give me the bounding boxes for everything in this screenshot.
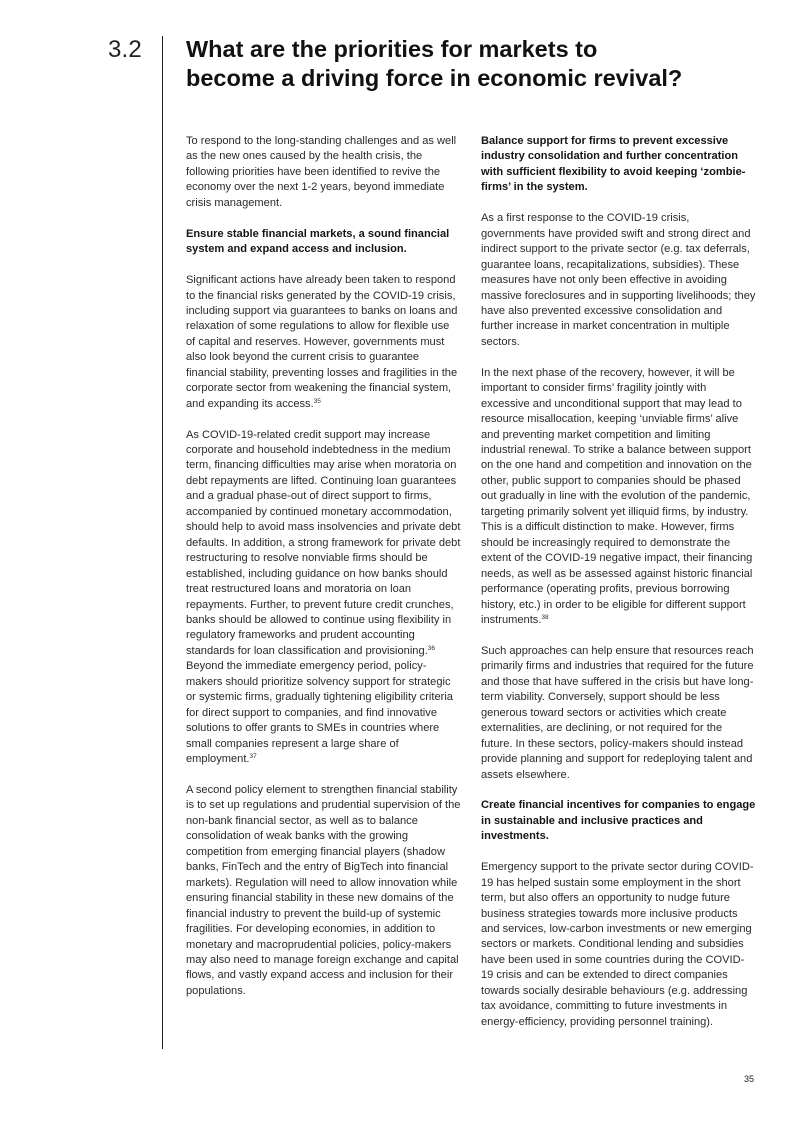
- page-title: [186, 35, 766, 93]
- footnote-ref: 38: [541, 614, 549, 622]
- intro-paragraph: To respond to the long-standing challenges and as well as the new ones caused by the health crisis, the following priorities have been identified to revive the economy over the next 1-2 years, beyond immediate crisis management.: [186, 135, 457, 209]
- subheading-financial-markets: Ensure stable financial markets, a sound financial system and expand access and inclusion.: [186, 227, 450, 256]
- page-title-line-2: become a driving force in economic revival?: [186, 65, 683, 91]
- page-title-line-1: What are the priorities for markets to: [186, 36, 598, 62]
- vertical-divider: [162, 36, 163, 1049]
- paragraph-text: Beyond the immediate emergency period, policy-makers should prioritize solvency support for strategic or systemic firms, gradually tightening eligibility criteria for direct support to companies, and find innovative solutions to offer grants to SMEs in countries where small companies represent a large share of employment.: [186, 660, 453, 766]
- left-column: [186, 134, 461, 1015]
- paragraph-emergency-support: Emergency support to the private sector during COVID-19 has helped sustain some employment in the short term, but also offers an opportunity to nudge future business strategies towards more inclusive products and services, low-carbon investments or new emerging sectors or markets. Conditional lending and subsidies have been used in some countries during the COVID-19 crisis and can be extended to direct companies towards socially desirable behaviours (e.g. addressing tax avoidance, committing to future investments in energy-efficiency, providing personnel training).: [481, 861, 754, 1028]
- paragraph-approaches: Such approaches can help ensure that resources reach primarily firms and industries that required for the future and those that have suffered in the crisis but have long-term viability. Conversely, support should be less generous toward sectors or activities which create externalities, are declining, or not required for the future. In these sectors, policy-makers should instead provide planning and support for redeploying talent and assets elsewhere.: [481, 644, 754, 781]
- subheading-balance-support: Balance support for firms to prevent excessive industry consolidation and further concentration with sufficient flexibility to avoid keeping ‘zombie-firms’ in the system.: [481, 135, 746, 194]
- right-column: [481, 134, 756, 1046]
- paragraph-credit-support: [186, 428, 461, 768]
- paragraph-text: In the next phase of the recovery, however, it will be important to consider firms’ fragility jointly with excessive and unconditional support that may lead to resource misallocation, keeping ‘unviable firms’ alive and preventing market competition and limiting industrial renewal. To strike a balance between support on the one hand and competition and innovation on the other, public support to companies should be phased out gradually in line with the evolution of the pandemic, targeting primarily solvent yet illiquid firms, by industry. This is a difficult distinction to make. However, firms should be increasingly required to demonstrate the extent of the COVID-19 negative impact, their financing needs, as well as be assessed against historic financial performance (operating profits, previous borrowing history, etc.) in order to be eligible for different support instruments.: [481, 366, 753, 627]
- paragraph-text: Significant actions have already been taken to respond to the financial risks generated by the COVID-19 crisis, including support via guarantees to banks on loans and relaxation of some regulations to allow for flexible use of capital and reserves. However, governments must also look beyond the current crisis to guarantee financial stability, preventing losses and fragilities in the corporate sector from weakening the financial system, and expanding its access.: [186, 274, 458, 410]
- paragraph-financial-risks: [186, 273, 461, 412]
- footnote-ref: 37: [249, 753, 257, 761]
- page-number: 35: [744, 1074, 755, 1084]
- paragraph-first-response: As a first response to the COVID-19 crisis, governments have provided swift and strong direct and indirect support to the private sector (e.g. tax deferrals, guarantee loans, recapitalizations, subsidies). These measures have not only been effective in avoiding massive foreclosures and in supporting livelihoods; they have also prevented excessive consolidation and further increase in market concentration in multiple sectors.: [481, 212, 756, 348]
- footnote-ref: 35: [313, 397, 321, 405]
- paragraph-text: As COVID-19-related credit support may increase corporate and household indebtedness in the medium term, financing difficulties may arise when moratoria on debt repayments are lifted. Continuing loan guarantees and a gradual phase-out of direct support to firms, accompanied by continued monetary accommodation, should help to avoid mass insolvencies and private debt defaults. In addition, a strong framework for private debt restructuring to resolve nonviable firms should be established, including guidance on how banks should treat restructured loans and moratoria on loan repayments. Further, to prevent future credit crunches, banks should be allowed to continue using flexibility in regulatory frameworks and prudent accounting standards for loan classification and provisioning.: [186, 428, 461, 657]
- section-number: 3.2: [108, 36, 142, 63]
- paragraph-non-bank-regulation: A second policy element to strengthen financial stability is to set up regulations and prudential supervision of the non-bank financial sector, as well as to balance consolidation of weak banks with the growing competition from emerging financial players (shadow banks, FinTech and the entry of BigTech into financial markets). Regulation will need to allow innovation while ensuring financial stability in these new domains of the financial industry to prevent the build-up of systemic fragilities. For developing economies, in addition to monetary and macroprudential policies, policy-makers may also need to manage foreign exchange and capital flows, and vastly expand access and inclusion for their populations.: [186, 783, 461, 997]
- subheading-financial-incentives: Create financial incentives for companies to engage in sustainable and inclusive practices and investments.: [481, 799, 756, 843]
- paragraph-next-phase: [481, 366, 756, 629]
- footnote-ref: 36: [427, 644, 435, 652]
